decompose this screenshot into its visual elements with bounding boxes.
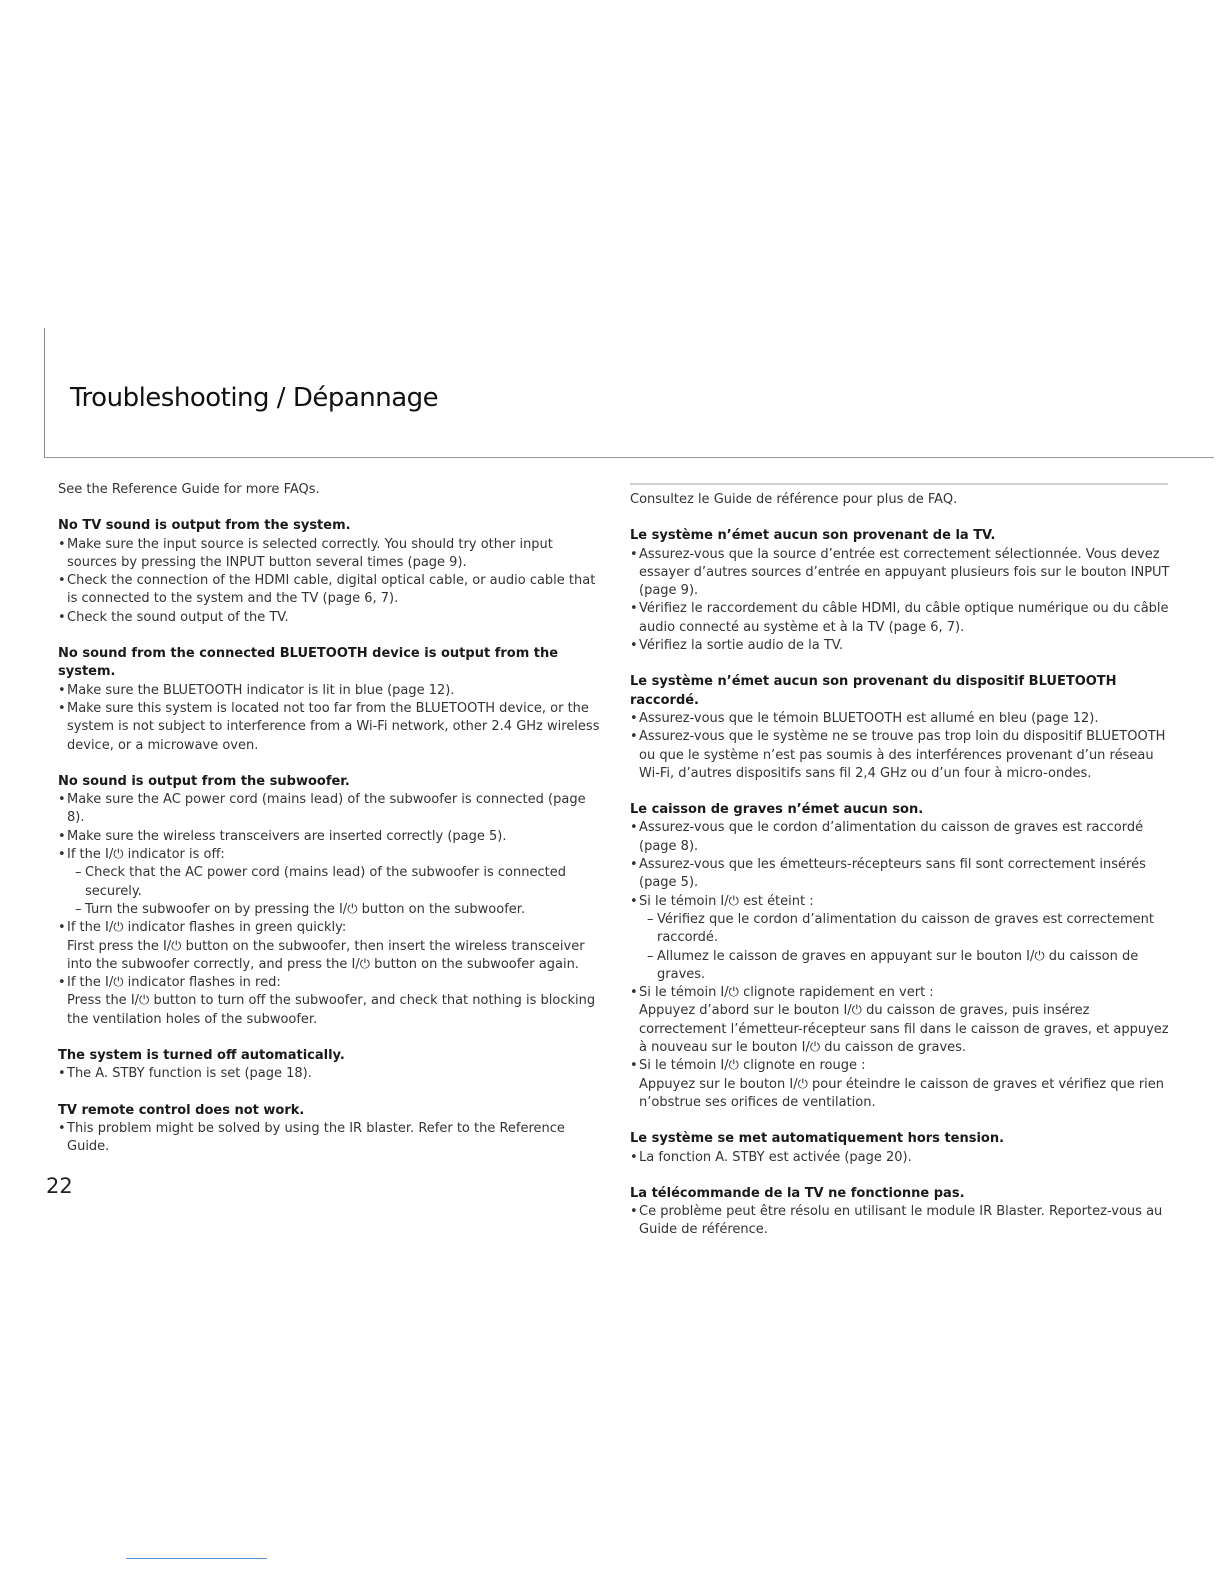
- faq-item: [630, 728, 1175, 783]
- faq-item-list: [630, 710, 1175, 783]
- faq-item: [630, 710, 1175, 728]
- french-intro: Consultez le Guide de référence pour plus de FAQ.: [630, 492, 958, 507]
- faq-item-text: Si le témoin I/⏻ est éteint :: [639, 893, 814, 909]
- faq-heading: TV remote control does not work.: [58, 1102, 305, 1118]
- faq-item: [58, 609, 603, 627]
- faq-item-text: Assurez-vous que le témoin BLUETOOTH est allumé en bleu (page 12).: [639, 710, 1099, 726]
- faq-section: [630, 527, 1175, 655]
- faq-heading: Le système n’émet aucun son provenant du dispositif BLUETOOTH raccordé.: [630, 674, 1117, 708]
- faq-item: [58, 700, 603, 755]
- faq-item: [630, 893, 1175, 984]
- faq-item: [630, 600, 1175, 637]
- faq-item: [58, 682, 603, 700]
- faq-item: [630, 856, 1175, 893]
- faq-item: [630, 984, 1175, 1057]
- faq-section: [630, 1130, 1175, 1167]
- faq-heading: Le système n’émet aucun son provenant de la TV.: [630, 528, 996, 544]
- faq-item: [58, 919, 603, 974]
- faq-subitem: – Check that the AC power cord (mains lead) of the subwoofer is connected securely.: [67, 864, 603, 901]
- faq-item-text: The A. STBY function is set (page 18).: [67, 1066, 312, 1082]
- faq-item: [630, 1057, 1175, 1112]
- french-sections: [630, 527, 1175, 1239]
- faq-item-text: If the I/⏻ indicator flashes in green quickly:: [67, 920, 347, 936]
- faq-section: [58, 773, 603, 1029]
- faq-section: [58, 517, 603, 627]
- faq-section: [630, 673, 1175, 783]
- faq-item-text: Vérifiez la sortie audio de la TV.: [639, 638, 844, 654]
- faq-item-text: Make sure the wireless transceivers are inserted correctly (page 5).: [67, 828, 507, 844]
- faq-section: [630, 801, 1175, 1112]
- faq-item: [58, 536, 603, 573]
- faq-heading: No sound is output from the subwoofer.: [58, 773, 350, 789]
- faq-item: [58, 974, 603, 1029]
- faq-item-text: Si le témoin I/⏻ clignote rapidement en vert :: [639, 985, 934, 1001]
- faq-section: [630, 1185, 1175, 1240]
- faq-item-list: [630, 1203, 1175, 1240]
- faq-section: [58, 1047, 603, 1084]
- faq-item-text: Assurez-vous que le cordon d’alimentation du caisson de graves est raccordé (page 8).: [639, 820, 1144, 854]
- french-column-rule: [630, 483, 1168, 485]
- faq-item-text: Ce problème peut être résolu en utilisant le module IR Blaster. Reportez-vous au Guide de référence.: [639, 1204, 1163, 1238]
- title-rule-left: [44, 328, 45, 458]
- page-number: 22: [46, 1174, 73, 1198]
- faq-item-text: Assurez-vous que la source d’entrée est correctement sélectionnée. Vous devez essayer d’autres sources d’entrée en appuyant plusieurs fois sur le bouton INPUT (page 9).: [639, 546, 1170, 599]
- faq-item: [58, 791, 603, 828]
- faq-item-note: Appuyez d’abord sur le bouton I/⏻ du caisson de graves, puis insérez correctement l’émetteur-récepteur sans fil dans le caisson de graves, et appuyez à nouveau sur le bouton I/⏻ du caisson de graves.: [639, 1003, 1169, 1056]
- faq-item-text: Si le témoin I/⏻ clignote en rouge :: [639, 1058, 866, 1074]
- faq-item-text: Make sure the input source is selected correctly. You should try other input sources by pressing the INPUT button several times (page 9).: [67, 536, 553, 570]
- faq-item-text: If the I/⏻ indicator is off:: [67, 847, 225, 863]
- faq-item-list: [58, 536, 603, 627]
- faq-item-note: Appuyez sur le bouton I/⏻ pour éteindre le caisson de graves et vérifiez que rien n’obstrue ses orifices de ventilation.: [639, 1076, 1165, 1110]
- faq-item: [630, 1203, 1175, 1240]
- french-column: [630, 491, 1175, 1258]
- english-intro: See the Reference Guide for more FAQs.: [58, 482, 320, 497]
- faq-section: [58, 1102, 603, 1157]
- faq-item: [58, 846, 603, 919]
- faq-item-text: La fonction A. STBY est activée (page 20).: [639, 1149, 912, 1165]
- faq-heading: The system is turned off automatically.: [58, 1048, 345, 1064]
- faq-item-text: Check the sound output of the TV.: [67, 609, 289, 625]
- faq-item-text: Assurez-vous que les émetteurs-récepteurs sans fil sont correctement insérés (page 5).: [639, 857, 1146, 891]
- faq-item-text: Check the connection of the HDMI cable, digital optical cable, or audio cable that is connected to the system and the TV (page 6, 7).: [67, 573, 596, 607]
- faq-item: [630, 546, 1175, 601]
- faq-heading: Le caisson de graves n’émet aucun son.: [630, 802, 924, 818]
- faq-heading: La télécommande de la TV ne fonctionne pas.: [630, 1185, 965, 1201]
- faq-item: [58, 828, 603, 846]
- faq-subitem: – Turn the subwoofer on by pressing the I/⏻ button on the subwoofer.: [67, 901, 603, 919]
- faq-section: [58, 645, 603, 755]
- faq-heading: No sound from the connected BLUETOOTH device is output from the system.: [58, 646, 559, 680]
- faq-item-note: Press the I/⏻ button to turn off the subwoofer, and check that nothing is blocking the ventilation holes of the subwoofer.: [67, 993, 596, 1027]
- english-column: [58, 481, 603, 1175]
- faq-subitem: – Allumez le caisson de graves en appuyant sur le bouton I/⏻ du caisson de graves.: [639, 948, 1175, 985]
- faq-item-text: If the I/⏻ indicator flashes in red:: [67, 975, 281, 991]
- faq-item: [58, 1065, 603, 1083]
- faq-item-note: First press the I/⏻ button on the subwoofer, then insert the wireless transceiver into the subwoofer correctly, and press the I/⏻ button on the subwoofer again.: [67, 938, 585, 972]
- faq-heading: Le système se met automatiquement hors tension.: [630, 1131, 1005, 1147]
- faq-item-text: Make sure the AC power cord (mains lead) of the subwoofer is connected (page 8).: [67, 792, 586, 826]
- faq-item-list: [58, 1065, 603, 1083]
- faq-item-list: [630, 1149, 1175, 1167]
- faq-item-list: [630, 546, 1175, 656]
- english-sections: [58, 517, 603, 1156]
- page-title: Troubleshooting / Dépannage: [70, 383, 439, 413]
- faq-item-text: Make sure this system is located not too far from the BLUETOOTH device, or the system is not subject to interference from a Wi-Fi network, other 2.4 GHz wireless device, or a microwave oven.: [67, 700, 600, 753]
- faq-item-text: Vérifiez le raccordement du câble HDMI, du câble optique numérique ou du câble audio connecté au système et à la TV (page 6, 7).: [639, 601, 1169, 635]
- footer-rule: [126, 1558, 267, 1559]
- faq-heading: No TV sound is output from the system.: [58, 518, 351, 534]
- faq-item: [58, 1120, 603, 1157]
- faq-subitem: – Vérifiez que le cordon d’alimentation du caisson de graves est correctement raccordé.: [639, 911, 1175, 948]
- faq-item-list: [58, 682, 603, 755]
- faq-item-text: Assurez-vous que le système ne se trouve pas trop loin du dispositif BLUETOOTH ou que le système n’est pas soumis à des interférences provenant d’un réseau Wi-Fi, d’autres dispositifs sans fil 2,4 GHz ou d’un four à micro-ondes.: [639, 729, 1166, 781]
- faq-item-text: Make sure the BLUETOOTH indicator is lit in blue (page 12).: [67, 682, 455, 698]
- faq-item-list: [58, 1120, 603, 1157]
- faq-item-list: [630, 819, 1175, 1112]
- faq-item: [630, 819, 1175, 856]
- faq-item: [58, 572, 603, 609]
- faq-item-text: This problem might be solved by using the IR blaster. Refer to the Reference Guide.: [67, 1120, 565, 1155]
- faq-item-list: [58, 791, 603, 1029]
- title-rule-bottom: [44, 457, 1214, 458]
- faq-item: [630, 1149, 1175, 1167]
- faq-item: [630, 637, 1175, 655]
